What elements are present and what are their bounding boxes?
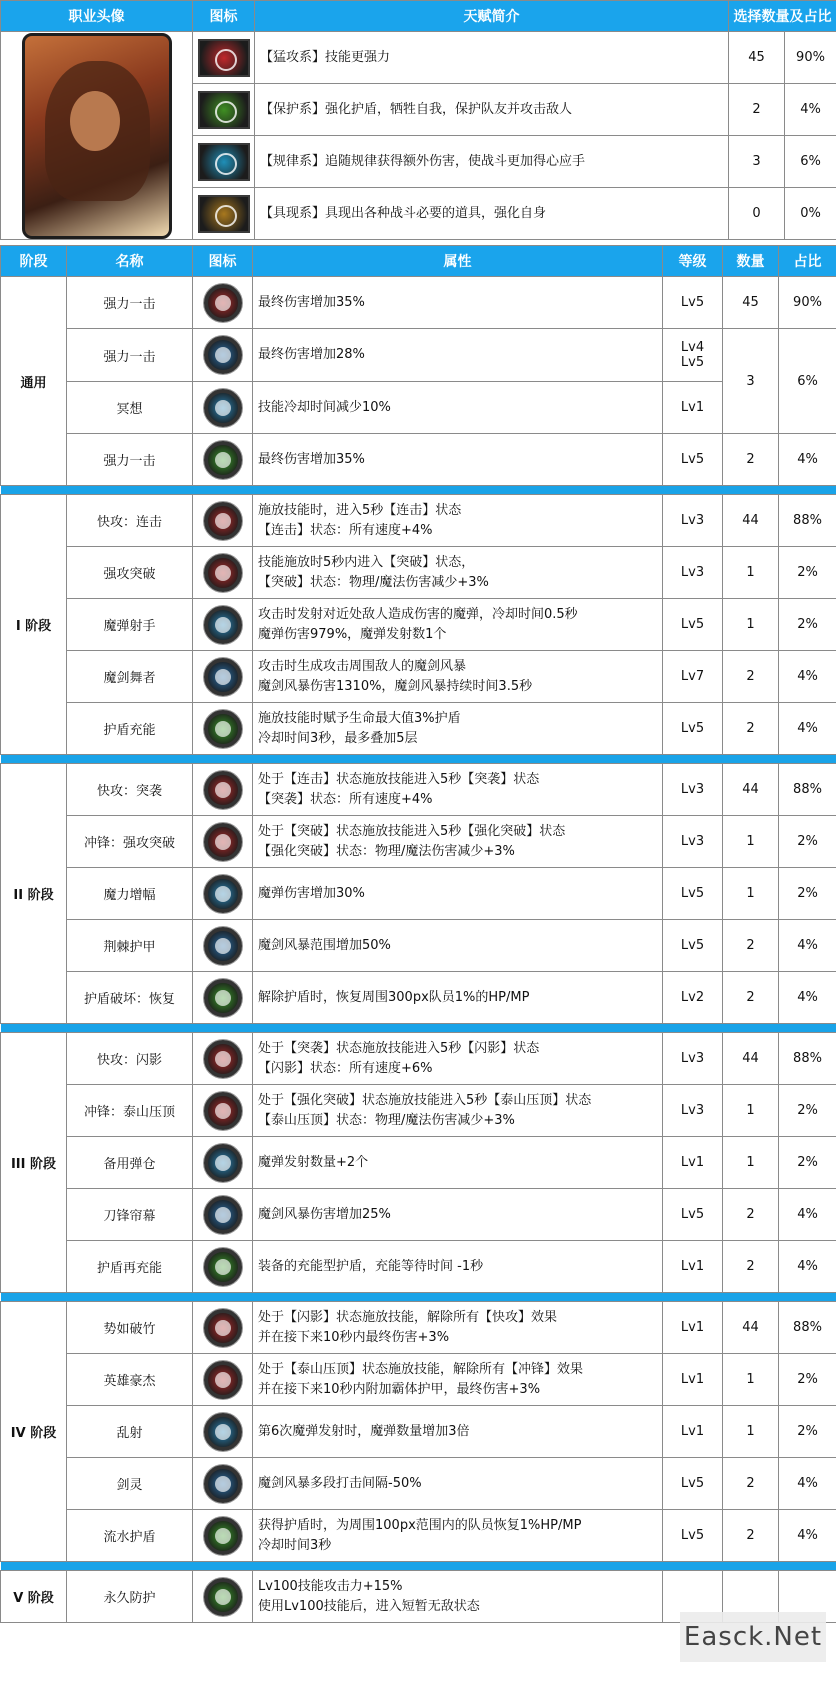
attribute-line: 魔剑风暴伤害增加25%: [258, 1206, 391, 1222]
section-divider: [1, 755, 836, 764]
attribute-line: 冷却时间3秒，最多叠加5层: [258, 730, 418, 746]
skill-percent: 4%: [779, 651, 836, 703]
skill-icon-cell: [193, 1510, 253, 1562]
skill-icon-cell: [193, 1033, 253, 1085]
skill-attribute: [253, 277, 663, 329]
table-row: [1, 277, 836, 329]
attribute-line: 处于【闪影】状态施放技能，解除所有【快攻】效果: [258, 1309, 558, 1325]
attribute-line: 【强化突破】状态：物理/魔法伤害减少+3%: [258, 843, 515, 859]
skill-level: Lv1: [663, 1406, 723, 1458]
table-row: [1, 1458, 836, 1510]
skill-name: 势如破竹: [67, 1302, 193, 1354]
skill-count: 1: [723, 1406, 779, 1458]
skill-name: 护盾再充能: [67, 1241, 193, 1293]
skill-attribute: [253, 1241, 663, 1293]
skill-count: 2: [723, 1510, 779, 1562]
skill-count: 1: [723, 868, 779, 920]
skill-name: 冥想: [67, 382, 193, 434]
skill-emblem-icon: [204, 1248, 242, 1286]
skill-attribute: [253, 1085, 663, 1137]
skill-count: 2: [723, 920, 779, 972]
skill-percent: 2%: [779, 868, 836, 920]
attribute-line: 施放技能时，进入5秒【连击】状态: [258, 502, 462, 518]
skill-name: 英雄豪杰: [67, 1354, 193, 1406]
talent-icon-cell: [193, 32, 255, 84]
skill-percent: 88%: [779, 1033, 836, 1085]
attribute-line: 魔剑风暴多段打击间隔-50%: [258, 1475, 422, 1491]
skill-attribute: [253, 434, 663, 486]
table-row: [1, 1085, 836, 1137]
skill-level: [663, 329, 723, 382]
table-row: [1, 1354, 836, 1406]
talent-percent: 6%: [785, 136, 836, 188]
table-row: [1, 547, 836, 599]
attribute-line: 魔弹伤害979%，魔弹发射数1个: [258, 626, 447, 642]
table-row: [1, 703, 836, 755]
skill-percent: 88%: [779, 495, 836, 547]
skill-emblem-icon: [204, 284, 242, 322]
table-row: [1, 1406, 836, 1458]
skill-percent: 4%: [779, 1458, 836, 1510]
attribute-line: 【闪影】状态：所有速度+6%: [258, 1060, 433, 1076]
talent-count: 3: [729, 136, 785, 188]
skill-attribute: [253, 972, 663, 1024]
talent-icon-cell: [193, 136, 255, 188]
table-row: [1, 1302, 836, 1354]
header-name: 名称: [67, 246, 193, 277]
table-row: [1, 434, 836, 486]
skill-emblem-icon: [204, 710, 242, 748]
skill-name: 强力一击: [67, 277, 193, 329]
skill-percent: 2%: [779, 599, 836, 651]
level-value: Lv5: [680, 452, 705, 467]
attribute-line: 攻击时生成攻击周围敌人的魔剑风暴: [258, 658, 467, 674]
skill-level: Lv3: [663, 1033, 723, 1085]
skill-icon-cell: [193, 703, 253, 755]
skill-percent: 2%: [779, 547, 836, 599]
skill-attribute: [253, 329, 663, 382]
gold-sigil-icon: [198, 195, 250, 233]
skill-emblem-icon: [204, 336, 242, 374]
skill-percent: 2%: [779, 1137, 836, 1189]
skill-icon-cell: [193, 1302, 253, 1354]
skill-emblem-icon: [204, 1361, 242, 1399]
header-attribute: 属性: [253, 246, 663, 277]
skill-emblem-icon: [204, 441, 242, 479]
skill-percent: 4%: [779, 1189, 836, 1241]
skill-level: Lv5: [663, 868, 723, 920]
skill-level: [663, 382, 723, 434]
stage-label: I 阶段: [1, 495, 67, 755]
skill-emblem-icon: [204, 823, 242, 861]
skill-name: 魔力增幅: [67, 868, 193, 920]
section-divider: [1, 1562, 836, 1571]
skill-attribute: [253, 816, 663, 868]
crimson-sigil-icon: [198, 39, 250, 77]
table-row: [1, 764, 836, 816]
skill-emblem-icon: [204, 927, 242, 965]
skill-emblem-icon: [204, 1309, 242, 1347]
level-value: Lv1: [680, 400, 705, 415]
skill-name: 快攻：连击: [67, 495, 193, 547]
skill-count: 1: [723, 547, 779, 599]
skill-percent: 90%: [779, 277, 836, 329]
talent-count: 0: [729, 188, 785, 240]
stage-label: III 阶段: [1, 1033, 67, 1293]
class-portrait: [22, 33, 172, 239]
skill-table: [0, 245, 836, 1623]
skill-attribute: [253, 1189, 663, 1241]
skill-attribute: [253, 1458, 663, 1510]
skill-attribute: [253, 1033, 663, 1085]
skill-emblem-icon: [204, 771, 242, 809]
talent-percent: 0%: [785, 188, 836, 240]
skill-icon-cell: [193, 1085, 253, 1137]
table-row: [1, 816, 836, 868]
skill-level: [663, 434, 723, 486]
skill-attribute: [253, 1137, 663, 1189]
skill-count: 2: [723, 703, 779, 755]
skill-name: 剑灵: [67, 1458, 193, 1510]
skill-attribute: [253, 1510, 663, 1562]
skill-icon-cell: [193, 816, 253, 868]
skill-name: 护盾破坏：恢复: [67, 972, 193, 1024]
skill-name: 冲锋：强攻突破: [67, 816, 193, 868]
level-value: Lv5: [680, 295, 705, 310]
skill-percent: 2%: [779, 1354, 836, 1406]
stage-label: 通用: [1, 277, 67, 486]
attribute-line: 处于【连击】状态施放技能进入5秒【突袭】状态: [258, 771, 540, 787]
skill-emblem-icon: [204, 1578, 242, 1616]
skill-emblem-icon: [204, 979, 242, 1017]
skill-level: [663, 277, 723, 329]
talent-icon-cell: [193, 84, 255, 136]
skill-count: 2: [723, 651, 779, 703]
skill-level: Lv2: [663, 972, 723, 1024]
stage-label: IV 阶段: [1, 1302, 67, 1562]
skill-count: 1: [723, 1354, 779, 1406]
talent-icon-cell: [193, 188, 255, 240]
skill-percent: 4%: [779, 1510, 836, 1562]
skill-name: 荆棘护甲: [67, 920, 193, 972]
skill-name: 冲锋：泰山压顶: [67, 1085, 193, 1137]
skill-emblem-icon: [204, 1465, 242, 1503]
skill-name: 魔弹射手: [67, 599, 193, 651]
attribute-line: 处于【突袭】状态施放技能进入5秒【闪影】状态: [258, 1040, 540, 1056]
skill-level: Lv3: [663, 547, 723, 599]
attribute-line: 使用Lv100技能后，进入短暂无敌状态: [258, 1598, 480, 1614]
skill-count: 44: [723, 1302, 779, 1354]
attribute-line: 冷却时间3秒: [258, 1537, 332, 1553]
skill-emblem-icon: [204, 1517, 242, 1555]
skill-percent: 4%: [779, 972, 836, 1024]
skill-percent: 4%: [779, 703, 836, 755]
skill-percent: 88%: [779, 1302, 836, 1354]
attribute-line: 最终伤害增加35%: [258, 294, 365, 310]
skill-emblem-icon: [204, 389, 242, 427]
skill-icon-cell: [193, 651, 253, 703]
skill-icon-cell: [193, 868, 253, 920]
header-icon: 图标: [193, 1, 255, 32]
skill-icon-cell: [193, 1406, 253, 1458]
talent-description: 【具现系】具现出各种战斗必要的道具，强化自身: [255, 188, 729, 240]
skill-level: Lv1: [663, 1302, 723, 1354]
table-row: [1, 972, 836, 1024]
skill-name: 永久防护: [67, 1571, 193, 1623]
attribute-line: 解除护盾时，恢复周围300px队员1%的HP/MP: [258, 989, 530, 1005]
header-icon: 图标: [193, 246, 253, 277]
skill-emblem-icon: [204, 502, 242, 540]
skill-icon-cell: [193, 920, 253, 972]
skill-percent: 2%: [779, 1085, 836, 1137]
cyan-sigil-icon: [198, 143, 250, 181]
skill-attribute: [253, 920, 663, 972]
skill-emblem-icon: [204, 1092, 242, 1130]
skill-level: Lv1: [663, 1241, 723, 1293]
skill-percent: 88%: [779, 764, 836, 816]
skill-name: 流水护盾: [67, 1510, 193, 1562]
skill-icon-cell: [193, 495, 253, 547]
skill-attribute: [253, 547, 663, 599]
skill-percent: 4%: [779, 1241, 836, 1293]
skill-attribute: [253, 1354, 663, 1406]
attribute-line: 【连击】状态：所有速度+4%: [258, 522, 433, 538]
skill-icon-cell: [193, 1241, 253, 1293]
skill-icon-cell: [193, 1571, 253, 1623]
skill-level: Lv5: [663, 599, 723, 651]
skill-emblem-icon: [204, 658, 242, 696]
talent-description: 【保护系】强化护盾，牺牲自我，保护队友并攻击敌人: [255, 84, 729, 136]
attribute-line: 施放技能时赋予生命最大值3%护盾: [258, 710, 461, 726]
table-row: [1, 868, 836, 920]
skill-emblem-icon: [204, 1196, 242, 1234]
section-divider: [1, 1024, 836, 1033]
table-row: [1, 329, 836, 382]
skill-attribute: [253, 651, 663, 703]
skill-name: 备用弹仓: [67, 1137, 193, 1189]
attribute-line: 处于【突破】状态施放技能进入5秒【强化突破】状态: [258, 823, 566, 839]
skill-name: 快攻：闪影: [67, 1033, 193, 1085]
skill-icon-cell: [193, 972, 253, 1024]
attribute-line: 【泰山压顶】状态：物理/魔法伤害减少+3%: [258, 1112, 515, 1128]
table-row: [1, 1033, 836, 1085]
skill-level: Lv5: [663, 1189, 723, 1241]
watermark: Easck.Net: [680, 1612, 826, 1662]
table-row: [1, 651, 836, 703]
talent-percent: 4%: [785, 84, 836, 136]
skill-count: 44: [723, 1033, 779, 1085]
attribute-line: 魔剑风暴伤害1310%，魔剑风暴持续时间3.5秒: [258, 678, 533, 694]
skill-count: 2: [723, 1458, 779, 1510]
skill-level: Lv1: [663, 1137, 723, 1189]
header-talent: 天赋简介: [255, 1, 729, 32]
skill-icon-cell: [193, 599, 253, 651]
attribute-line: 获得护盾时，为周围100px范围内的队员恢复1%HP/MP: [258, 1517, 582, 1533]
header-level: 等级: [663, 246, 723, 277]
attribute-line: 【突破】状态：物理/魔法伤害减少+3%: [258, 574, 489, 590]
skill-level: Lv5: [663, 703, 723, 755]
level-value: Lv4: [680, 340, 705, 355]
attribute-line: 并在接下来10秒内附加霸体护甲，最终伤害+3%: [258, 1381, 541, 1397]
skill-count: 2: [723, 1189, 779, 1241]
section-divider: [1, 1293, 836, 1302]
skill-count: 2: [723, 1241, 779, 1293]
talent-table: [0, 0, 836, 240]
skill-icon-cell: [193, 1189, 253, 1241]
skill-icon-cell: [193, 1458, 253, 1510]
skill-attribute: [253, 495, 663, 547]
skill-icon-cell: [193, 1354, 253, 1406]
talent-count: 45: [729, 32, 785, 84]
talent-percent: 90%: [785, 32, 836, 84]
skill-emblem-icon: [204, 1413, 242, 1451]
skill-name: 刀锋帘幕: [67, 1189, 193, 1241]
header-count: 数量: [723, 246, 779, 277]
attribute-line: 处于【强化突破】状态施放技能进入5秒【泰山压顶】状态: [258, 1092, 592, 1108]
attribute-line: 处于【泰山压顶】状态施放技能，解除所有【冲锋】效果: [258, 1361, 584, 1377]
skill-level: Lv3: [663, 1085, 723, 1137]
skill-attribute: [253, 382, 663, 434]
talent-description: 【规律系】追随规律获得额外伤害，使战斗更加得心应手: [255, 136, 729, 188]
green-sigil-icon: [198, 91, 250, 129]
skill-name: 强力一击: [67, 434, 193, 486]
skill-icon-cell: [193, 1137, 253, 1189]
table-row: [1, 920, 836, 972]
table-row: [1, 1241, 836, 1293]
avatar-cell: [1, 32, 193, 240]
skill-icon-cell: [193, 764, 253, 816]
table-row: [1, 1137, 836, 1189]
skill-name: 乱射: [67, 1406, 193, 1458]
skill-count: 1: [723, 816, 779, 868]
skill-icon-cell: [193, 547, 253, 599]
level-value: Lv5: [680, 355, 705, 370]
skill-attribute: [253, 1302, 663, 1354]
table-row: [1, 599, 836, 651]
header-percent: 占比: [779, 246, 836, 277]
skill-count: 44: [723, 495, 779, 547]
stage-label: V 阶段: [1, 1571, 67, 1623]
attribute-line: 最终伤害增加28%: [258, 347, 365, 362]
skill-icon-cell: [193, 382, 253, 434]
skill-percent: 2%: [779, 1406, 836, 1458]
skill-emblem-icon: [204, 875, 242, 913]
skill-attribute: [253, 703, 663, 755]
skill-name: 护盾充能: [67, 703, 193, 755]
skill-level: Lv7: [663, 651, 723, 703]
stage-label: II 阶段: [1, 764, 67, 1024]
skill-percent: 4%: [779, 434, 836, 486]
skill-icon-cell: [193, 329, 253, 382]
header-avatar: 职业头像: [1, 1, 193, 32]
table-row: [1, 1189, 836, 1241]
section-divider: [1, 486, 836, 495]
skill-name: 魔剑舞者: [67, 651, 193, 703]
skill-count: 2: [723, 434, 779, 486]
attribute-line: 技能冷却时间减少10%: [258, 399, 391, 415]
skill-count: 1: [723, 1137, 779, 1189]
skill-emblem-icon: [204, 1144, 242, 1182]
skill-level: Lv5: [663, 920, 723, 972]
attribute-line: 技能施放时5秒内进入【突破】状态，: [258, 554, 475, 570]
skill-attribute: [253, 599, 663, 651]
attribute-line: 装备的充能型护盾，充能等待时间 -1秒: [258, 1258, 484, 1274]
skill-count: 2: [723, 972, 779, 1024]
skill-name: 强力一击: [67, 329, 193, 382]
skill-count: 1: [723, 1085, 779, 1137]
talent-description: 【猛攻系】技能更强力: [255, 32, 729, 84]
skill-icon-cell: [193, 277, 253, 329]
skill-level: Lv3: [663, 816, 723, 868]
table-row: [1, 382, 836, 434]
skill-level: Lv5: [663, 1458, 723, 1510]
table-row: [1, 1510, 836, 1562]
skill-count: 44: [723, 764, 779, 816]
table-row: [1, 495, 836, 547]
skill-attribute: [253, 1406, 663, 1458]
attribute-line: 并在接下来10秒内最终伤害+3%: [258, 1329, 450, 1345]
header-stage: 阶段: [1, 246, 67, 277]
skill-count: 45: [723, 277, 779, 329]
skill-count: 1: [723, 599, 779, 651]
talent-count: 2: [729, 84, 785, 136]
skill-count: 3: [723, 329, 779, 434]
skill-emblem-icon: [204, 554, 242, 592]
skill-level: Lv1: [663, 1354, 723, 1406]
skill-level: Lv3: [663, 495, 723, 547]
attribute-line: 魔弹伤害增加30%: [258, 885, 365, 901]
skill-percent: 2%: [779, 816, 836, 868]
skill-emblem-icon: [204, 606, 242, 644]
skill-percent: 4%: [779, 920, 836, 972]
skill-attribute: [253, 1571, 663, 1623]
attribute-line: 魔弹发射数量+2个: [258, 1154, 369, 1170]
attribute-line: Lv100技能攻击力+15%: [258, 1578, 403, 1594]
skill-attribute: [253, 764, 663, 816]
attribute-line: 攻击时发射对近处敌人造成伤害的魔弹，冷却时间0.5秒: [258, 606, 578, 622]
header-count: 选择数量及占比: [729, 1, 836, 32]
attribute-line: 第6次魔弹发射时，魔弹数量增加3倍: [258, 1423, 470, 1439]
skill-name: 强攻突破: [67, 547, 193, 599]
skill-name: 快攻：突袭: [67, 764, 193, 816]
skill-icon-cell: [193, 434, 253, 486]
attribute-line: 魔剑风暴范围增加50%: [258, 937, 391, 953]
skill-percent: 6%: [779, 329, 836, 434]
attribute-line: 【突袭】状态：所有速度+4%: [258, 791, 433, 807]
attribute-line: 最终伤害增加35%: [258, 451, 365, 467]
skill-level: Lv3: [663, 764, 723, 816]
skill-level: Lv5: [663, 1510, 723, 1562]
skill-emblem-icon: [204, 1040, 242, 1078]
skill-attribute: [253, 868, 663, 920]
